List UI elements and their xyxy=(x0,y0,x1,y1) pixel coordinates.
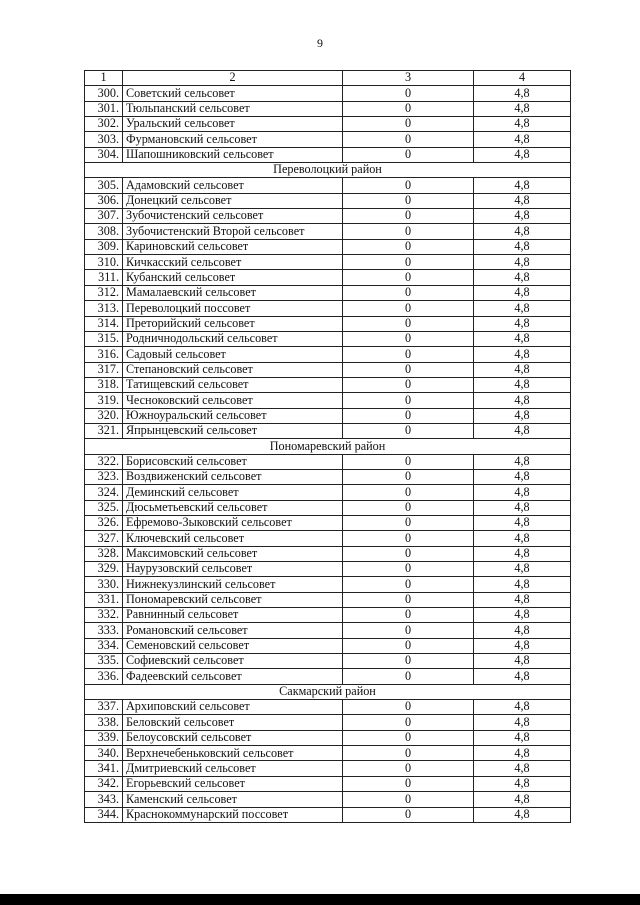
value-col4-cell: 4,8 xyxy=(474,209,571,224)
value-col4-cell: 4,8 xyxy=(474,654,571,669)
table-row xyxy=(85,623,571,638)
value-col3-cell: 0 xyxy=(343,239,474,254)
municipality-name-cell: Верхнечебеньковский сельсовет xyxy=(123,746,343,761)
table-row xyxy=(85,101,571,116)
table-row xyxy=(85,178,571,193)
value-col3-cell: 0 xyxy=(343,592,474,607)
row-number-cell: 309. xyxy=(85,239,123,254)
row-number-cell: 338. xyxy=(85,715,123,730)
table-row xyxy=(85,608,571,623)
value-col3-cell: 0 xyxy=(343,669,474,684)
municipality-name-cell: Софиевский сельсовет xyxy=(123,654,343,669)
row-number-cell: 301. xyxy=(85,101,123,116)
municipality-name-cell: Белоусовский сельсовет xyxy=(123,730,343,745)
value-col3-cell: 0 xyxy=(343,178,474,193)
value-col3-cell: 0 xyxy=(343,623,474,638)
value-col3-cell: 0 xyxy=(343,546,474,561)
value-col3-cell: 0 xyxy=(343,193,474,208)
value-col4-cell: 4,8 xyxy=(474,393,571,408)
value-col3-cell: 0 xyxy=(343,224,474,239)
district-title: Пономаревский район xyxy=(85,439,571,454)
municipality-name-cell: Деминский сельсовет xyxy=(123,485,343,500)
district-section-row xyxy=(85,684,571,699)
row-number-cell: 335. xyxy=(85,654,123,669)
municipality-name-cell: Пономаревский сельсовет xyxy=(123,592,343,607)
row-number-cell: 300. xyxy=(85,86,123,101)
row-number-cell: 341. xyxy=(85,761,123,776)
table-row xyxy=(85,377,571,392)
value-col3-cell: 0 xyxy=(343,347,474,362)
row-number-cell: 303. xyxy=(85,132,123,147)
row-number-cell: 339. xyxy=(85,730,123,745)
row-number-cell: 313. xyxy=(85,301,123,316)
table-row xyxy=(85,592,571,607)
value-col4-cell: 4,8 xyxy=(474,147,571,162)
value-col3-cell: 0 xyxy=(343,132,474,147)
table-row xyxy=(85,270,571,285)
table-row xyxy=(85,408,571,423)
data-table xyxy=(84,70,571,823)
row-number-cell: 320. xyxy=(85,408,123,423)
value-col3-cell: 0 xyxy=(343,147,474,162)
row-number-cell: 304. xyxy=(85,147,123,162)
row-number-cell: 308. xyxy=(85,224,123,239)
value-col4-cell: 4,8 xyxy=(474,546,571,561)
table-row xyxy=(85,255,571,270)
row-number-cell: 344. xyxy=(85,807,123,822)
value-col4-cell: 4,8 xyxy=(474,285,571,300)
table-row xyxy=(85,285,571,300)
table-row xyxy=(85,654,571,669)
municipality-name-cell: Преторийский сельсовет xyxy=(123,316,343,331)
row-number-cell: 325. xyxy=(85,500,123,515)
municipality-name-cell: Донецкий сельсовет xyxy=(123,193,343,208)
value-col3-cell: 0 xyxy=(343,562,474,577)
row-number-cell: 318. xyxy=(85,377,123,392)
value-col4-cell: 4,8 xyxy=(474,792,571,807)
table-row xyxy=(85,224,571,239)
table-row xyxy=(85,86,571,101)
row-number-cell: 328. xyxy=(85,546,123,561)
table-row xyxy=(85,239,571,254)
value-col3-cell: 0 xyxy=(343,454,474,469)
municipality-name-cell: Татищевский сельсовет xyxy=(123,377,343,392)
municipality-name-cell: Борисовский сельсовет xyxy=(123,454,343,469)
municipality-name-cell: Дюсьметьевский сельсовет xyxy=(123,500,343,515)
value-col4-cell: 4,8 xyxy=(474,623,571,638)
municipality-name-cell: Кубанский сельсовет xyxy=(123,270,343,285)
value-col3-cell: 0 xyxy=(343,209,474,224)
district-section-row xyxy=(85,163,571,178)
table-row xyxy=(85,531,571,546)
value-col3-cell: 0 xyxy=(343,746,474,761)
value-col3-cell: 0 xyxy=(343,792,474,807)
municipality-name-cell: Ключевский сельсовет xyxy=(123,531,343,546)
value-col4-cell: 4,8 xyxy=(474,531,571,546)
table-row xyxy=(85,193,571,208)
row-number-cell: 332. xyxy=(85,608,123,623)
table-row xyxy=(85,117,571,132)
municipality-name-cell: Шапошниковский сельсовет xyxy=(123,147,343,162)
district-title: Сакмарский район xyxy=(85,684,571,699)
row-number-cell: 330. xyxy=(85,577,123,592)
header-row xyxy=(85,71,571,86)
municipality-name-cell: Советский сельсовет xyxy=(123,86,343,101)
table-row xyxy=(85,761,571,776)
value-col4-cell: 4,8 xyxy=(474,86,571,101)
value-col4-cell: 4,8 xyxy=(474,423,571,438)
row-number-cell: 316. xyxy=(85,347,123,362)
value-col4-cell: 4,8 xyxy=(474,577,571,592)
value-col4-cell: 4,8 xyxy=(474,132,571,147)
value-col3-cell: 0 xyxy=(343,638,474,653)
table-row xyxy=(85,700,571,715)
table-row xyxy=(85,331,571,346)
municipality-name-cell: Воздвиженский сельсовет xyxy=(123,469,343,484)
table-row xyxy=(85,776,571,791)
value-col3-cell: 0 xyxy=(343,500,474,515)
value-col3-cell: 0 xyxy=(343,101,474,116)
table-row xyxy=(85,347,571,362)
value-col3-cell: 0 xyxy=(343,515,474,530)
municipality-name-cell: Садовый сельсовет xyxy=(123,347,343,362)
value-col4-cell: 4,8 xyxy=(474,746,571,761)
municipality-name-cell: Уральский сельсовет xyxy=(123,117,343,132)
row-number-cell: 334. xyxy=(85,638,123,653)
table-body xyxy=(85,71,571,823)
municipality-name-cell: Мамалаевский сельсовет xyxy=(123,285,343,300)
row-number-cell: 323. xyxy=(85,469,123,484)
row-number-cell: 306. xyxy=(85,193,123,208)
municipality-name-cell: Краснокоммунарский поссовет xyxy=(123,807,343,822)
table-row xyxy=(85,669,571,684)
municipality-name-cell: Степановский сельсовет xyxy=(123,362,343,377)
page-number: 9 xyxy=(317,36,323,50)
value-col4-cell: 4,8 xyxy=(474,715,571,730)
value-col3-cell: 0 xyxy=(343,807,474,822)
table-row xyxy=(85,393,571,408)
scan-edge-bar xyxy=(0,894,640,905)
value-col4-cell: 4,8 xyxy=(474,807,571,822)
value-col4-cell: 4,8 xyxy=(474,700,571,715)
table-row xyxy=(85,792,571,807)
table-row xyxy=(85,730,571,745)
value-col3-cell: 0 xyxy=(343,700,474,715)
row-number-cell: 310. xyxy=(85,255,123,270)
value-col4-cell: 4,8 xyxy=(474,270,571,285)
value-col4-cell: 4,8 xyxy=(474,239,571,254)
municipality-name-cell: Кичкасский сельсовет xyxy=(123,255,343,270)
row-number-cell: 305. xyxy=(85,178,123,193)
value-col4-cell: 4,8 xyxy=(474,377,571,392)
value-col4-cell: 4,8 xyxy=(474,331,571,346)
value-col3-cell: 0 xyxy=(343,531,474,546)
municipality-name-cell: Чесноковский сельсовет xyxy=(123,393,343,408)
municipality-name-cell: Беловский сельсовет xyxy=(123,715,343,730)
row-number-cell: 342. xyxy=(85,776,123,791)
value-col3-cell: 0 xyxy=(343,776,474,791)
municipality-name-cell: Зубочистенский Второй сельсовет xyxy=(123,224,343,239)
municipality-name-cell: Переволоцкий поссовет xyxy=(123,301,343,316)
value-col4-cell: 4,8 xyxy=(474,255,571,270)
row-number-cell: 302. xyxy=(85,117,123,132)
value-col3-cell: 0 xyxy=(343,255,474,270)
header-cell-col3: 3 xyxy=(343,71,474,86)
row-number-cell: 321. xyxy=(85,423,123,438)
value-col4-cell: 4,8 xyxy=(474,761,571,776)
municipality-name-cell: Южноуральский сельсовет xyxy=(123,408,343,423)
header-cell-name: 2 xyxy=(123,71,343,86)
row-number-cell: 327. xyxy=(85,531,123,546)
row-number-cell: 317. xyxy=(85,362,123,377)
table-row xyxy=(85,515,571,530)
row-number-cell: 312. xyxy=(85,285,123,300)
row-number-cell: 315. xyxy=(85,331,123,346)
value-col4-cell: 4,8 xyxy=(474,224,571,239)
value-col4-cell: 4,8 xyxy=(474,101,571,116)
value-col3-cell: 0 xyxy=(343,423,474,438)
value-col4-cell: 4,8 xyxy=(474,193,571,208)
municipality-name-cell: Наурузовский сельсовет xyxy=(123,562,343,577)
municipality-name-cell: Дмитриевский сельсовет xyxy=(123,761,343,776)
row-number-cell: 336. xyxy=(85,669,123,684)
value-col3-cell: 0 xyxy=(343,608,474,623)
municipality-name-cell: Фурмановский сельсовет xyxy=(123,132,343,147)
value-col4-cell: 4,8 xyxy=(474,362,571,377)
municipality-name-cell: Ефремово-Зыковский сельсовет xyxy=(123,515,343,530)
row-number-cell: 340. xyxy=(85,746,123,761)
value-col3-cell: 0 xyxy=(343,331,474,346)
municipality-name-cell: Максимовский сельсовет xyxy=(123,546,343,561)
table-row xyxy=(85,316,571,331)
header-cell-col4: 4 xyxy=(474,71,571,86)
header-cell-number: 1 xyxy=(85,71,123,86)
value-col4-cell: 4,8 xyxy=(474,485,571,500)
value-col4-cell: 4,8 xyxy=(474,408,571,423)
value-col4-cell: 4,8 xyxy=(474,776,571,791)
municipality-name-cell: Япрынцевский сельсовет xyxy=(123,423,343,438)
table-row xyxy=(85,562,571,577)
value-col3-cell: 0 xyxy=(343,316,474,331)
value-col3-cell: 0 xyxy=(343,577,474,592)
value-col4-cell: 4,8 xyxy=(474,454,571,469)
table-row xyxy=(85,638,571,653)
row-number-cell: 322. xyxy=(85,454,123,469)
municipality-name-cell: Фадеевский сельсовет xyxy=(123,669,343,684)
municipality-name-cell: Семеновский сельсовет xyxy=(123,638,343,653)
municipality-name-cell: Родничнодольский сельсовет xyxy=(123,331,343,346)
table-row xyxy=(85,500,571,515)
row-number-cell: 331. xyxy=(85,592,123,607)
table-row xyxy=(85,132,571,147)
row-number-cell: 333. xyxy=(85,623,123,638)
value-col4-cell: 4,8 xyxy=(474,178,571,193)
municipality-name-cell: Егорьевский сельсовет xyxy=(123,776,343,791)
municipality-name-cell: Тюльпанский сельсовет xyxy=(123,101,343,116)
value-col3-cell: 0 xyxy=(343,654,474,669)
table-row xyxy=(85,746,571,761)
municipality-name-cell: Каменский сельсовет xyxy=(123,792,343,807)
row-number-cell: 324. xyxy=(85,485,123,500)
value-col4-cell: 4,8 xyxy=(474,669,571,684)
row-number-cell: 343. xyxy=(85,792,123,807)
value-col3-cell: 0 xyxy=(343,362,474,377)
value-col4-cell: 4,8 xyxy=(474,347,571,362)
value-col4-cell: 4,8 xyxy=(474,638,571,653)
value-col3-cell: 0 xyxy=(343,301,474,316)
municipality-name-cell: Зубочистенский сельсовет xyxy=(123,209,343,224)
row-number-cell: 311. xyxy=(85,270,123,285)
value-col3-cell: 0 xyxy=(343,730,474,745)
value-col3-cell: 0 xyxy=(343,761,474,776)
value-col3-cell: 0 xyxy=(343,393,474,408)
table-row xyxy=(85,423,571,438)
table-row xyxy=(85,577,571,592)
value-col3-cell: 0 xyxy=(343,408,474,423)
value-col4-cell: 4,8 xyxy=(474,562,571,577)
row-number-cell: 326. xyxy=(85,515,123,530)
value-col4-cell: 4,8 xyxy=(474,316,571,331)
value-col3-cell: 0 xyxy=(343,469,474,484)
municipality-name-cell: Адамовский сельсовет xyxy=(123,178,343,193)
municipality-name-cell: Нижнекузлинский сельсовет xyxy=(123,577,343,592)
municipality-name-cell: Кариновский сельсовет xyxy=(123,239,343,254)
table-row xyxy=(85,147,571,162)
district-title: Переволоцкий район xyxy=(85,163,571,178)
table-row xyxy=(85,454,571,469)
table-row xyxy=(85,546,571,561)
table-row xyxy=(85,807,571,822)
table-row xyxy=(85,485,571,500)
value-col4-cell: 4,8 xyxy=(474,608,571,623)
table-row xyxy=(85,301,571,316)
table-row xyxy=(85,715,571,730)
table-row xyxy=(85,209,571,224)
value-col3-cell: 0 xyxy=(343,285,474,300)
table-row xyxy=(85,469,571,484)
value-col3-cell: 0 xyxy=(343,117,474,132)
value-col4-cell: 4,8 xyxy=(474,469,571,484)
district-section-row xyxy=(85,439,571,454)
value-col3-cell: 0 xyxy=(343,270,474,285)
value-col4-cell: 4,8 xyxy=(474,301,571,316)
row-number-cell: 319. xyxy=(85,393,123,408)
value-col4-cell: 4,8 xyxy=(474,515,571,530)
row-number-cell: 329. xyxy=(85,562,123,577)
table-row xyxy=(85,362,571,377)
value-col3-cell: 0 xyxy=(343,715,474,730)
value-col4-cell: 4,8 xyxy=(474,592,571,607)
row-number-cell: 337. xyxy=(85,700,123,715)
municipality-name-cell: Архиповский сельсовет xyxy=(123,700,343,715)
value-col3-cell: 0 xyxy=(343,485,474,500)
municipality-name-cell: Равнинный сельсовет xyxy=(123,608,343,623)
value-col4-cell: 4,8 xyxy=(474,500,571,515)
row-number-cell: 314. xyxy=(85,316,123,331)
municipality-name-cell: Романовский сельсовет xyxy=(123,623,343,638)
row-number-cell: 307. xyxy=(85,209,123,224)
value-col4-cell: 4,8 xyxy=(474,117,571,132)
value-col4-cell: 4,8 xyxy=(474,730,571,745)
value-col3-cell: 0 xyxy=(343,377,474,392)
value-col3-cell: 0 xyxy=(343,86,474,101)
